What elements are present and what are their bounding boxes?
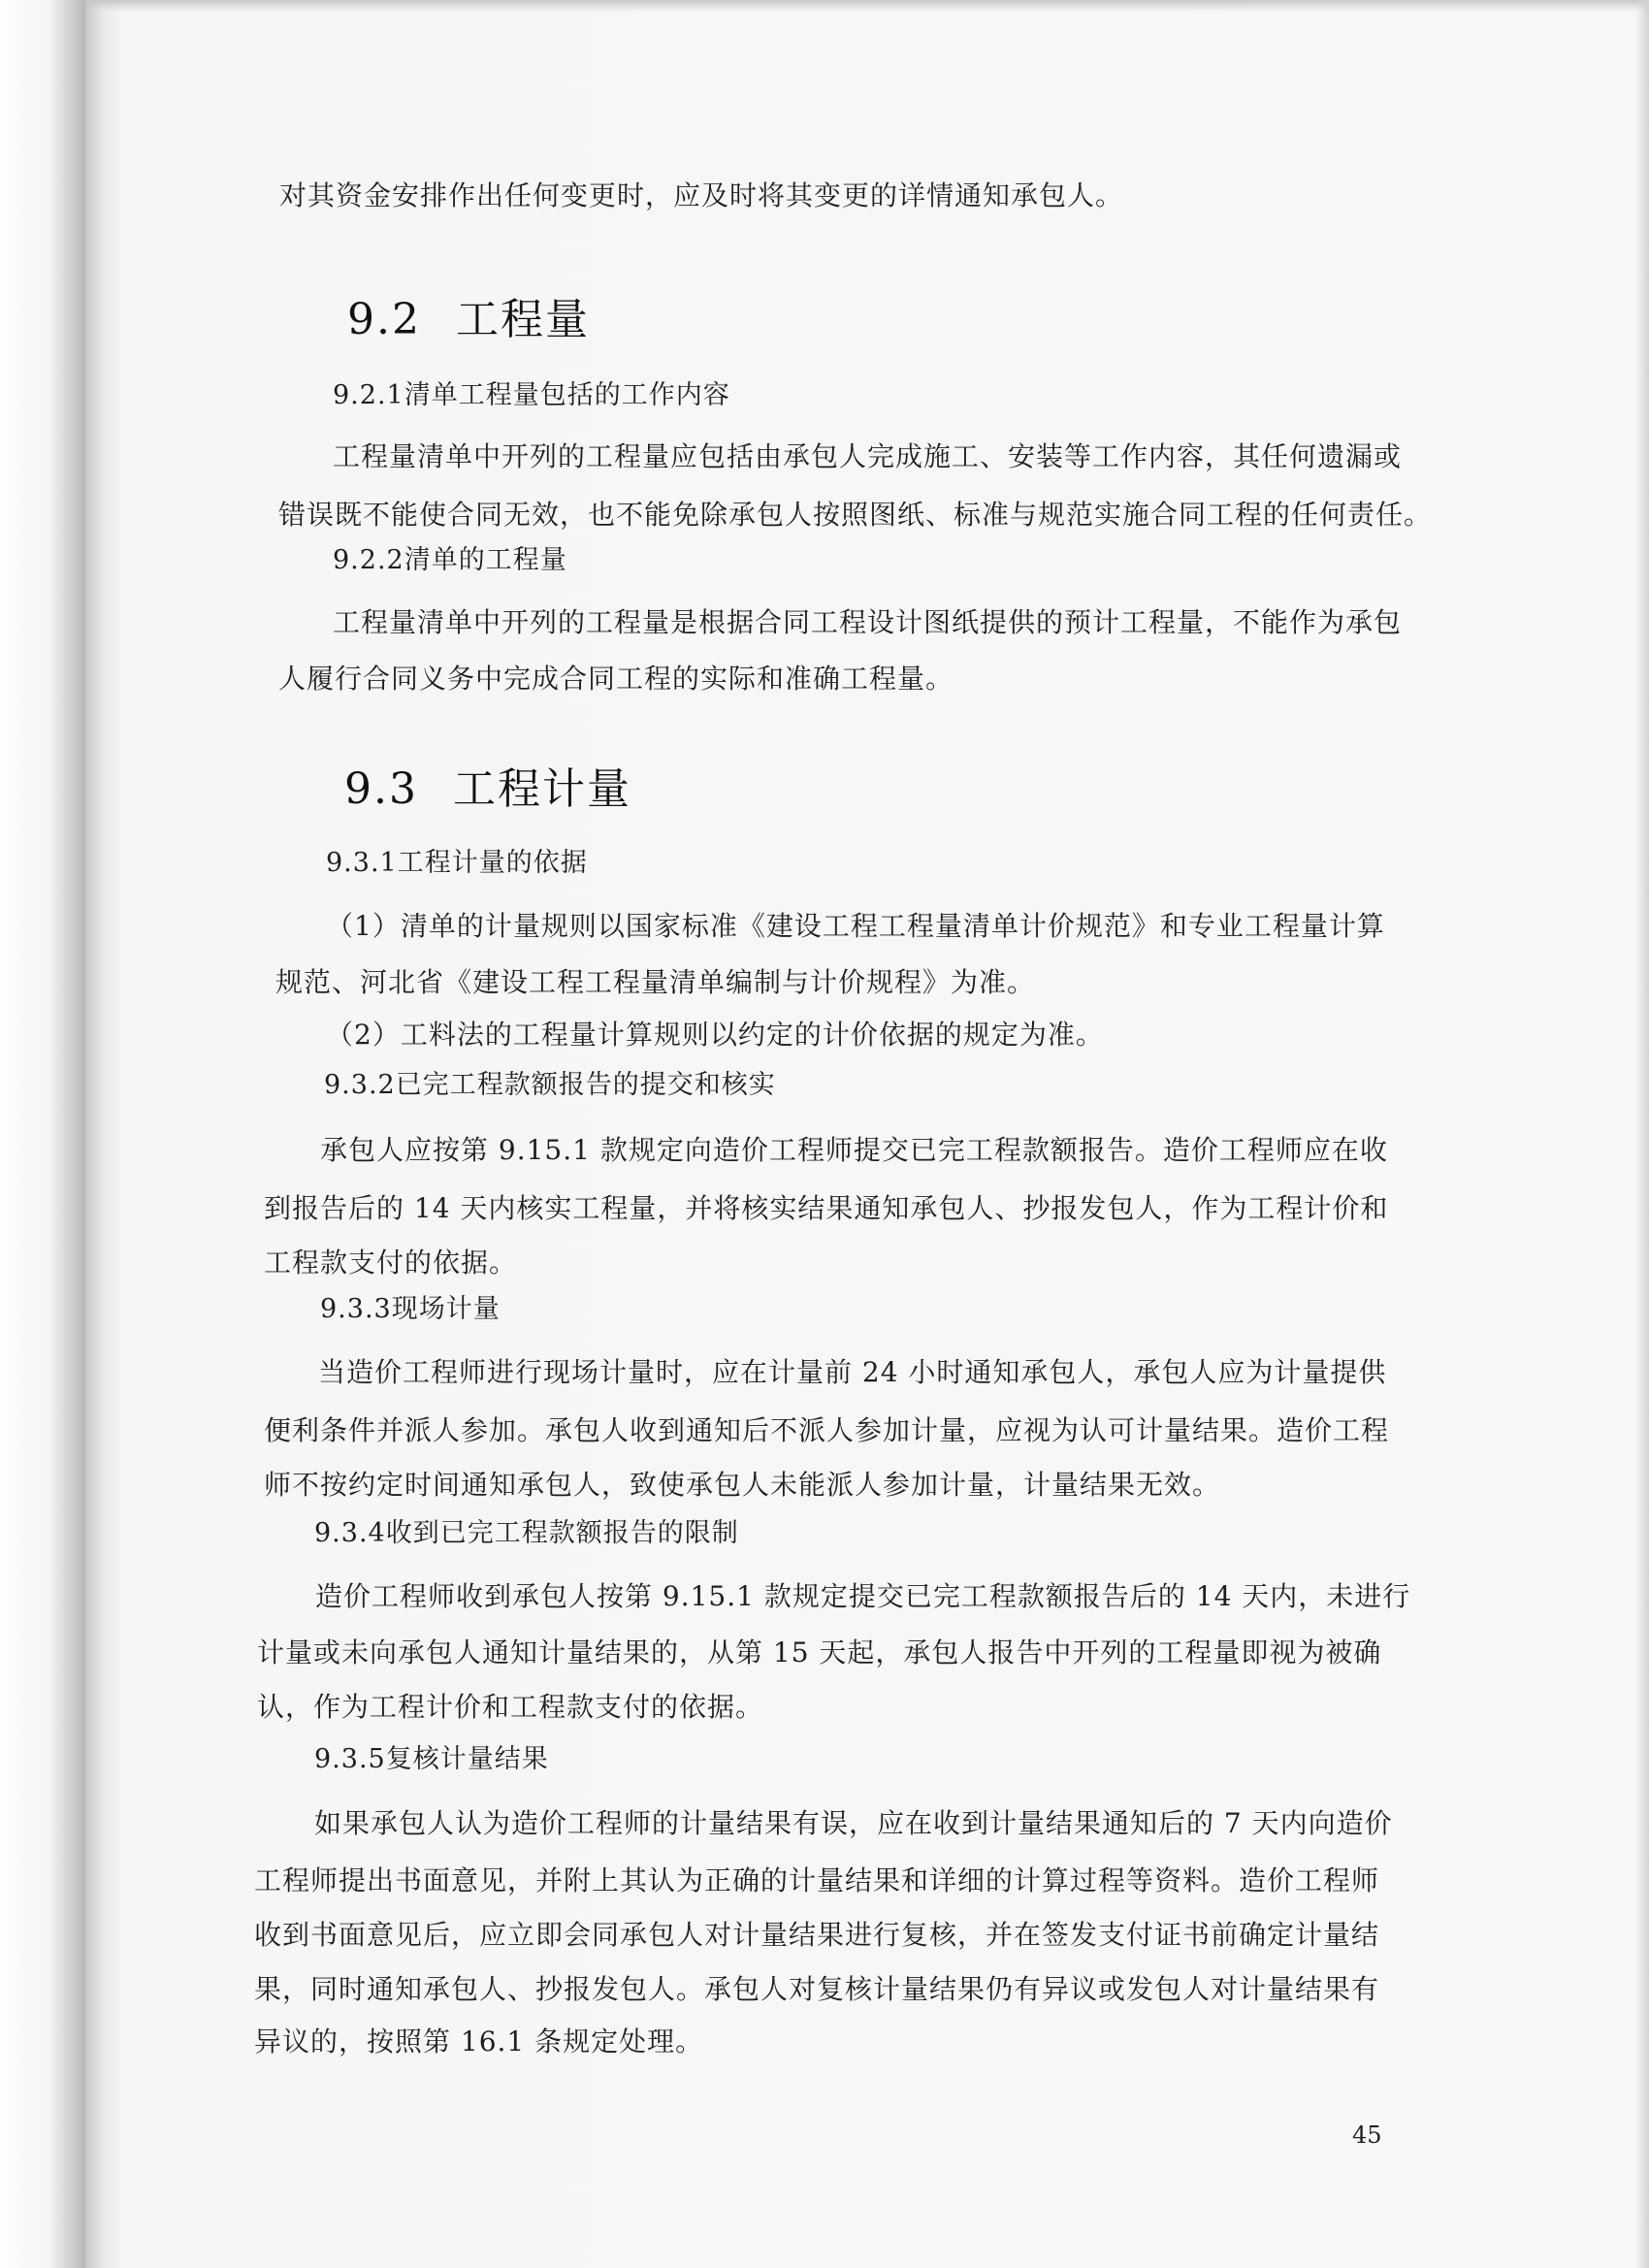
section-number: 9.3 [344, 764, 418, 814]
paragraph-line: 规范、河北省《建设工程工程量清单编制与计价规程》为准。 [275, 966, 1036, 998]
paragraph-line: 承包人应按第 9.15.1 款规定向造价工程师提交已完工程款额报告。造价工程师应在收 [320, 1134, 1388, 1166]
paragraph-line: 工程量清单中开列的工程量是根据合同工程设计图纸提供的预计工程量，不能作为承包 [333, 606, 1403, 638]
paragraph-line: 工程量清单中开列的工程量应包括由承包人完成施工、安装等工作内容，其任何遗漏或 [333, 440, 1403, 472]
paragraph-line: 造价工程师收到承包人按第 9.15.1 款规定提交已完工程款额报告后的 14 天内，未进行 [315, 1580, 1411, 1612]
section-title: 工程计量 [453, 764, 631, 814]
subsection-heading-9-2-1: 9.2.1清单工程量包括的工作内容 [333, 380, 730, 410]
paragraph-line: 工程师提出书面意见，并附上其认为正确的计量结果和详细的计算过程等资料。造价工程师 [254, 1864, 1380, 1896]
intro-line: 对其资金安排作出任何变更时，应及时将其变更的详情通知承包人。 [279, 179, 1124, 211]
paragraph-line: 认，作为工程计价和工程款支付的依据。 [257, 1691, 764, 1723]
paragraph-line: 当造价工程师进行现场计量时，应在计量前 24 小时通知承包人，承包人应为计量提供 [318, 1356, 1387, 1388]
subsection-heading-9-3-5: 9.3.5复核计量结果 [314, 1744, 549, 1774]
paragraph-line: 异议的，按照第 16.1 条规定处理。 [254, 2025, 704, 2057]
subsection-heading-9-3-3: 9.3.3现场计量 [320, 1294, 501, 1324]
subsection-heading-9-3-1: 9.3.1工程计量的依据 [326, 848, 588, 878]
section-heading-9-2 [347, 293, 590, 347]
page-top-edge [85, 0, 1649, 12]
paragraph-line: （1）清单的计量规则以国家标准《建设工程工程量清单计价规范》和专业工程量计算 [326, 910, 1385, 942]
paragraph-line: 工程款支付的依据。 [264, 1247, 518, 1279]
paragraph-line: 如果承包人认为造价工程师的计量结果有误，应在收到计量结果通知后的 7 天内向造价 [314, 1807, 1393, 1839]
page-number: 45 [1352, 2122, 1382, 2149]
subsection-heading-9-2-2: 9.2.2清单的工程量 [333, 545, 567, 575]
paragraph-line: 错误既不能使合同无效，也不能免除承包人按照图纸、标准与规范实施合同工程的任何责任。 [278, 499, 1433, 531]
paragraph-line: 计量或未向承包人通知计量结果的，从第 15 天起，承包人报告中开列的工程量即视为被确 [257, 1636, 1382, 1669]
paragraph-line: 到报告后的 14 天内核实工程量，并将核实结果通知承包人、抄报发包人，作为工程计价和 [264, 1192, 1389, 1224]
page-right-edge [1635, 0, 1649, 2268]
paragraph-line: 便利条件并派人参加。承包人收到通知后不派人参加计量，应视为认可计量结果。造价工程 [264, 1414, 1390, 1446]
section-title: 工程量 [456, 295, 590, 344]
section-number: 9.2 [347, 295, 421, 344]
book-binding-shadow [0, 0, 85, 2268]
paragraph-line: 收到书面意见后，应立即会同承包人对计量结果进行复核，并在签发支付证书前确定计量结 [254, 1919, 1380, 1951]
section-heading-9-3 [344, 762, 631, 817]
subsection-heading-9-3-4: 9.3.4收到已完工程款额报告的限制 [314, 1518, 739, 1548]
paragraph-line: 人履行合同义务中完成合同工程的实际和准确工程量。 [278, 663, 954, 695]
paragraph-line: （2）工料法的工程量计算规则以约定的计价依据的规定为准。 [326, 1019, 1104, 1051]
paragraph-line: 师不按约定时间通知承包人，致使承包人未能派人参加计量，计量结果无效。 [264, 1469, 1221, 1501]
subsection-heading-9-3-2: 9.3.2已完工程款额报告的提交和核实 [324, 1070, 776, 1100]
paragraph-line: 果，同时通知承包人、抄报发包人。承包人对复核计量结果仍有异议或发包人对计量结果有 [254, 1973, 1380, 2005]
